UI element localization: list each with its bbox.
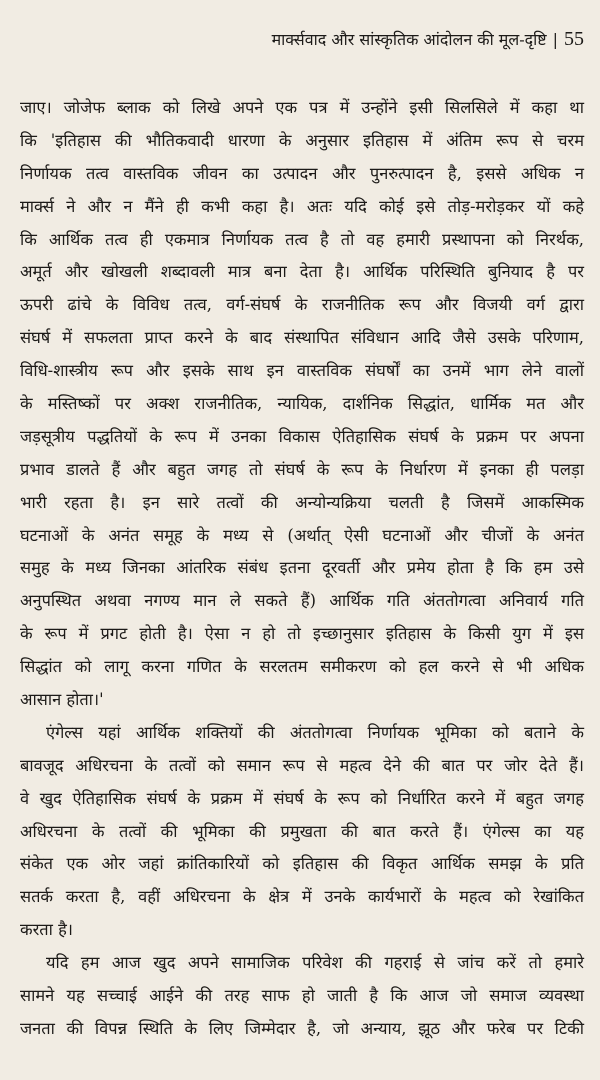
text-line: सिद्धांत को लागू करना गणित के सरलतम समीकरण को हल करने से भी अधिक <box>20 657 584 677</box>
text-line: एंगेल्स यहां आर्थिक शक्तियों की अंततोगत्वा निर्णायक भूमिका को बताने के <box>46 722 584 742</box>
text-line: निर्णायक तत्व वास्तविक जीवन का उत्पादन और पुनरुत्पादन है, इससे अधिक न <box>20 163 584 183</box>
running-header <box>20 28 584 58</box>
text-line: जाए। जोजेफ ब्लाक को लिखे अपने एक पत्र में उन्होंने इसी सिलसिले में कहा था <box>20 98 584 117</box>
page-number: 55 <box>564 28 584 50</box>
text-line: अमूर्त और खोखली शब्दावली मात्र बना देता है। आर्थिक परिस्थिति बुनियाद है पर <box>20 262 584 282</box>
text-line: सतर्क करता है, वहीं अधिरचना के क्षेत्र में उनके कार्यभारों के महत्व को रेखांकित <box>20 887 584 907</box>
text-line: संकेत एक ओर जहां क्रांतिकारियों को इतिहास की विकृत आर्थिक समझ के प्रति <box>20 854 584 874</box>
text-line: सामने यह सच्चाई आईने की तरह साफ हो जाती है कि आज जो समाज व्यवस्था <box>20 986 584 1006</box>
running-header-title: मार्क्सवाद और सांस्कृतिक आंदोलन की मूल-दृष्टि <box>271 30 547 49</box>
text-line: वे खुद ऐतिहासिक संघर्ष के प्रक्रम में संघर्ष के रूप को निर्धारित करने में बहुत जगह <box>20 788 584 808</box>
text-line: संघर्ष में सफलता प्राप्त करने के बाद संस्थापित संविधान आदि जैसे उसके परिणाम, <box>20 328 584 348</box>
text-line: के मस्तिष्कों पर अक्श राजनीतिक, न्यायिक, दार्शनिक सिद्धांत, धार्मिक मत और <box>20 394 584 414</box>
body-text <box>20 92 584 1046</box>
header-separator: | <box>552 30 558 49</box>
text-line: घटनाओं के अनंत समूह के मध्य से (अर्थात् ऐसी घटनाओं और चीजों के अनंत <box>20 525 584 545</box>
text-line: जड़सूत्रीय पद्धतियों के रूप में उनका विकास ऐतिहासिक संघर्ष के प्रक्रम पर अपना <box>20 426 584 446</box>
text-line: कि आर्थिक तत्व ही एकमात्र निर्णायक तत्व है तो वह हमारी प्रस्थापना को निरर्थक, <box>20 229 584 249</box>
text-line: के रूप में प्रगट होती है। ऐसा न हो तो इच्छानुसार इतिहास के किसी युग में इस <box>20 624 584 644</box>
text-line: मार्क्स ने और न मैंने ही कभी कहा है। अतः यदि कोई इसे तोड़-मरोड़कर यों कहे <box>20 196 584 216</box>
text-line: विधि-शास्त्रीय रूप और इसके साथ इन वास्तविक संघर्षों का उनमें भाग लेने वालों <box>20 361 584 381</box>
text-line: यदि हम आज खुद अपने सामाजिक परिवेश की गहराई से जांच करें तो हमारे <box>46 953 584 973</box>
text-line: प्रभाव डालते हैं और बहुत जगह तो संघर्ष के रूप के निर्धारण में इनका ही पलड़ा <box>20 459 584 479</box>
text-line: आसान होता।' <box>20 690 104 710</box>
text-line: ऊपरी ढांचे के विविध तत्व, वर्ग-संघर्ष के राजनीतिक रूप और विजयी वर्ग द्वारा <box>20 295 584 315</box>
text-line: करता है। <box>20 920 74 940</box>
text-line: अधिरचना के तत्वों की भूमिका की प्रमुखता की बात करते हैं। एंगेल्स का यह <box>20 821 584 841</box>
text-line: अनुपस्थित अथवा नगण्य मान ले सकते हैं) आर्थिक गति अंततोगत्वा अनिवार्य गति <box>20 591 584 611</box>
text-line: कि 'इतिहास की भौतिकवादी धारणा के अनुसार इतिहास में अंतिम रूप से चरम <box>20 130 584 150</box>
text-line: समुह के मध्य जिनका आंतरिक संबंध इतना दूरवर्ती और प्रमेय होता है कि हम उसे <box>20 558 584 578</box>
text-line: जनता की विपन्न स्थिति के लिए जिम्मेदार है, जो अन्याय, झूठ और फरेब पर टिकी <box>20 1018 584 1038</box>
text-line: बावजूद अधिरचना के तत्वों को समान रूप से महत्व देने की बात पर जोर देते हैं। <box>20 755 584 775</box>
text-line: भारी रहता है। इन सारे तत्वों की अन्योन्यक्रिया चलती है जिसमें आकस्मिक <box>20 492 584 512</box>
